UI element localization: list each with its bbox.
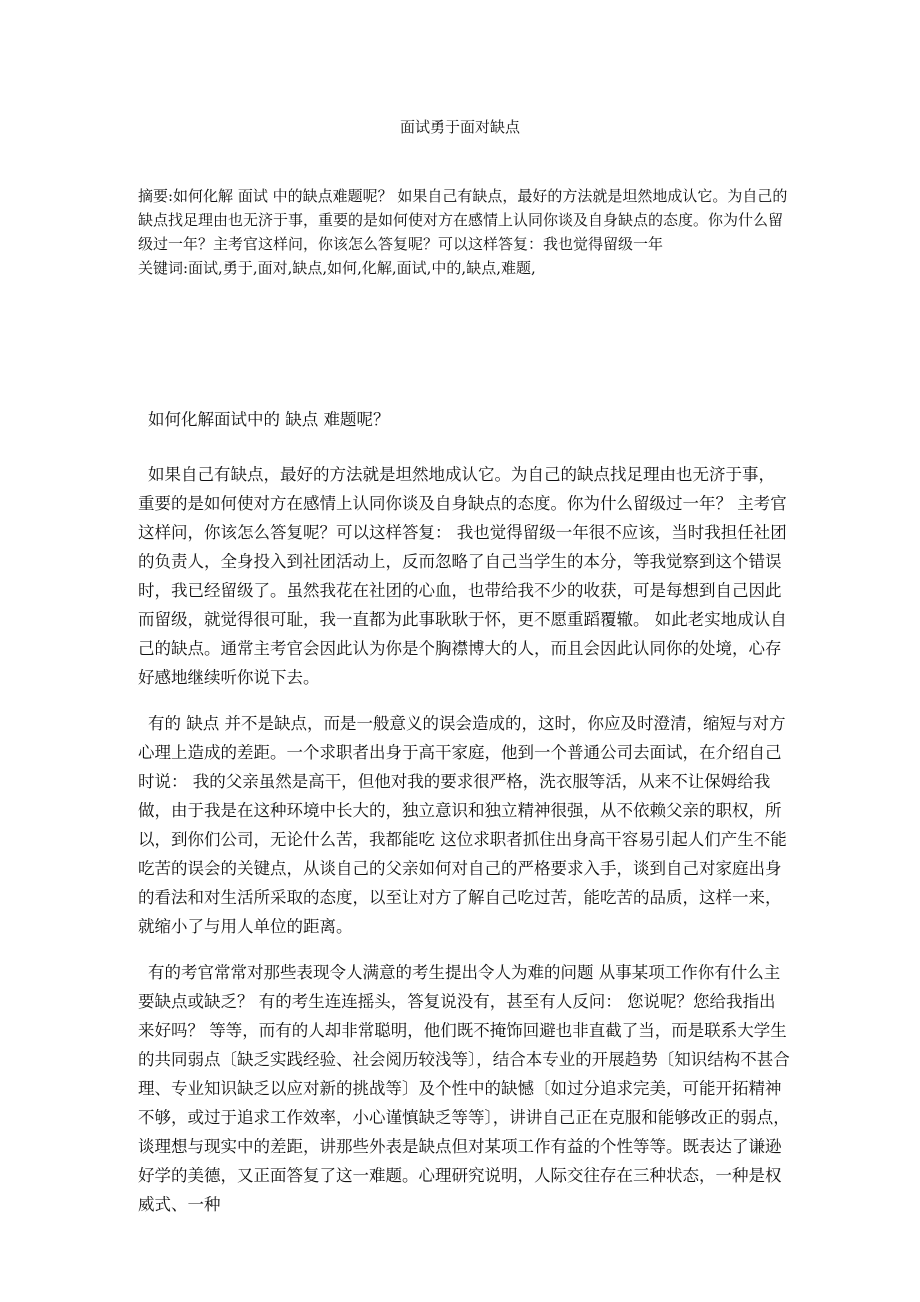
paragraph: 有的考官常常对那些表现令人满意的考生提出令人为难的问题 从事某项工作你有什么主要缺点或缺乏？ 有的考生连连摇头，答复说没有，甚至有人反问： 您说呢？您给我指出来好吗？ 等等，而有的人却非常聪明，他们既不掩饰回避也非直截了当，而是联系大学生的共同弱点〔缺乏实践经验、社会阅历较浅等〕，结合本专业的开展趋势〔知识结构不甚合理、专业知识缺乏以应对新的挑战等〕及个性中的缺憾〔如过分追求完美，可能开拓精神不够，或过于追求工作效率，小心谨慎缺乏等等〕，讲讲自己正在克服和能够改正的弱点，谈理想与现实中的差距，讲那些外表是缺点但对某项工作有益的个性等等。既表达了谦逊好学的美德，又正面答复了这一难题。心理研究说明，人际交往存在三种状态，一种是权威式、一种	[138, 963, 790, 1214]
paragraph: 有的 缺点 并不是缺点，而是一般意义的误会造成的，这时，你应及时澄清，缩短与对方心理上造成的差距。一个求职者出身于高干家庭，他到一个普通公司去面试，在介绍自己时说： 我的父亲虽然是高干，但他对我的要求很严格，洗衣服等活，从来不让保姆给我做，由于我是在这种环境中长大的，独立意识和独立精神很强，从不依赖父亲的职权，所以，到你们公司，无论什么苦，我都能吃 这位求职者抓住出身高干容易引起人们产生不能吃苦的误会的关键点，从谈自己的父亲如何对自己的严格要求入手，谈到自己对家庭出身的看法和对生活所采取的态度，以至让对方了解自己吃过苦，能吃苦的品质，这样一来，就缩小了与用人单位的距离。	[138, 714, 787, 936]
abstract: 摘要:如何化解 面试 中的缺点难题呢？ 如果自己有缺点，最好的方法就是坦然地成认它。为自己的缺点找足理由也无济于事，重要的是如何使对方在感情上认同你谈及自身缺点的态度。你为什么留级过一年？主考官这样问，你该怎么答复呢？可以这样答复：我也觉得留级一年	[138, 187, 788, 253]
document-title: 面试勇于面对缺点	[399, 118, 520, 136]
document-meta	[138, 184, 788, 280]
section-heading: 如何化解面试中的 缺点 难题呢？	[148, 410, 390, 429]
keywords: 关键词:面试,勇于,面对,缺点,如何,化解,面试,中的,缺点,难题,	[138, 259, 536, 277]
paragraph: 如果自己有缺点，最好的方法就是坦然地成认它。为自己的缺点找足理由也无济于事，重要的是如何使对方在感情上认同你谈及自身缺点的态度。你为什么留级过一年？ 主考官这样问，你该怎么答复呢？可以这样答复： 我也觉得留级一年很不应该，当时我担任社团的负责人，全身投入到社团活动上，反而忽略了自己当学生的本分，等我觉察到这个错误时，我已经留级了。虽然我花在社团的心血，也带给我不少的收获，可是每想到自己因此而留级，就觉得很可耻，我一直都为此事耿耿于怀，更不愿重蹈覆辙。 如此老实地成认自己的缺点。通常主考官会因此认为你是个胸襟博大的人，而且会因此认同你的处境，心存好感地继续听你说下去。	[138, 465, 787, 687]
